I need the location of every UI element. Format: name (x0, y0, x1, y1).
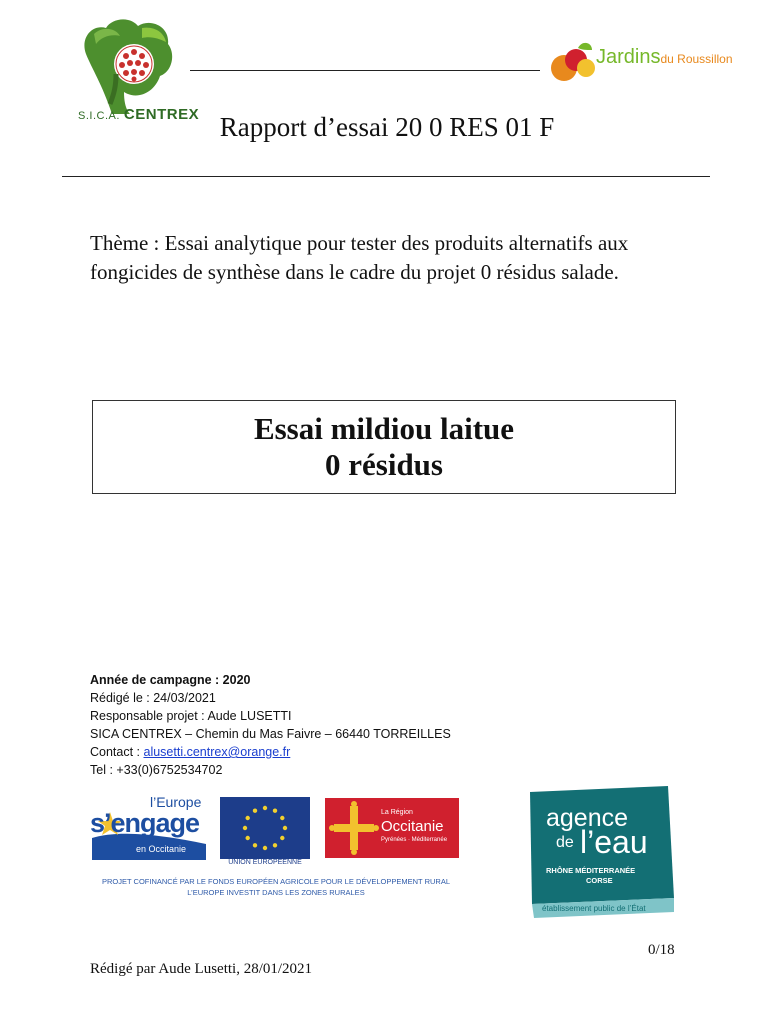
contact-email-link[interactable]: alusetti.centrex@orange.fr (143, 745, 291, 759)
europe-line-1: l’Europe (150, 794, 202, 810)
header-rule-long (62, 176, 710, 177)
agence-line-3: l’eau (580, 824, 648, 860)
agence-eau-logo (528, 786, 676, 918)
occitanie-subtitle: Pyrénées · Méditerranée (381, 837, 448, 843)
occitanie-name: Occitanie (381, 818, 444, 835)
header-rule-short (190, 70, 540, 71)
occitanie-small-text: La Région (381, 809, 413, 816)
agence-line-6: établissement public de l’État (542, 904, 646, 913)
written-date: Rédigé le : 24/03/2021 (90, 691, 216, 705)
centrex-logo-name: CENTREX (123, 106, 200, 123)
eu-caption: UNION EUROPÉENNE (228, 859, 302, 866)
funding-caption (90, 876, 462, 898)
jardins-logo-du: du Roussillon (660, 52, 733, 66)
theme-paragraph: Thème : Essai analytique pour tester des produits alternatifs aux fongicides de synthèse dans le cadre du projet 0 résidus salade. (90, 231, 629, 284)
project-lead: Responsable projet : Aude LUSETTI (90, 709, 292, 723)
europe-sengage-logo (88, 794, 206, 860)
contact-label: Contact : (90, 745, 144, 759)
contact-line (90, 743, 451, 761)
centrex-logo-small: S.I.C.A. (78, 110, 120, 122)
report-metadata (90, 671, 451, 779)
agence-line-1: agence (546, 804, 629, 832)
europe-line-3: en Occitanie (136, 844, 187, 854)
agence-line-2: de (556, 834, 574, 851)
funding-caption-line-1: PROJET COFINANCÉ PAR LE FONDS EUROPÉEN AGRICOLE POUR LE DÉVELOPPEMENT RURAL (102, 877, 450, 886)
agence-line-5: CORSE (586, 876, 613, 885)
phone: Tel : +33(0)6752534702 (90, 763, 223, 777)
agence-line-4: RHÔNE MÉDITERRANÉE (546, 866, 636, 875)
title-line-2: 0 résidus (325, 447, 443, 482)
report-title: Rapport d’essai 20 0 RES 01 F (219, 112, 555, 142)
europe-line-2: s’engage (90, 808, 200, 838)
campaign-year: Année de campagne : 2020 (90, 673, 251, 687)
address: SICA CENTREX – Chemin du Mas Faivre – 66440 TORREILLES (90, 727, 451, 741)
jardins-logo-text (596, 46, 733, 69)
jardins-logo-word: Jardins (596, 46, 661, 68)
eu-flag-icon (220, 797, 310, 859)
title-line-1: Essai mildiou laitue (253, 411, 515, 446)
occitanie-logo (325, 798, 459, 858)
funding-caption-line-2: L’EUROPE INVESTIT DANS LES ZONES RURALES (187, 888, 365, 897)
page-number: 0/18 (648, 942, 675, 958)
occitan-cross-icon (329, 798, 379, 858)
title-box (92, 400, 676, 494)
footer-author: Rédigé par Aude Lusetti, 28/01/2021 (90, 961, 313, 977)
